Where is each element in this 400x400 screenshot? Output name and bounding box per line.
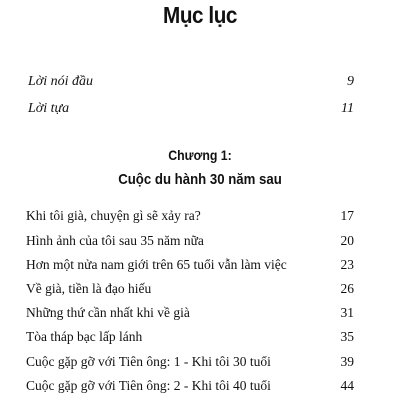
toc-entry-page-number: 31: [340, 305, 354, 320]
toc-entry-page-number: 39: [340, 354, 354, 369]
toc-entry-label: Những thứ cần nhất khi về già: [26, 305, 190, 320]
toc-entry-page-number: 35: [340, 329, 354, 344]
toc-entry-page-number: 44: [340, 378, 354, 393]
front-matter-label: Lời tựa: [28, 101, 70, 116]
toc-entry-label: Về già, tiền là đạo hiếu: [26, 281, 152, 296]
toc-entry-label: Hơn một nửa nam giới trên 65 tuổi vẫn làm việc: [26, 257, 287, 272]
page-title: Mục lục: [163, 2, 237, 28]
toc-entry-page-number: 26: [340, 281, 354, 296]
toc-entry-label: Tòa tháp bạc lấp lánh: [26, 329, 143, 344]
toc-entry-label: Cuộc gặp gỡ với Tiên ông: 1 - Khi tôi 30 tuổi: [26, 354, 271, 369]
toc-entry-label: Hình ảnh của tôi sau 35 năm nữa: [26, 233, 204, 248]
front-matter-page-number: 9: [347, 74, 354, 89]
toc-entry-page-number: 17: [340, 208, 354, 223]
front-matter-page-number: 11: [341, 101, 354, 116]
toc-entry-page-number: 20: [340, 233, 354, 248]
chapter-title: Cuộc du hành 30 năm sau: [118, 171, 282, 188]
front-matter-label: Lời nói đầu: [28, 74, 94, 89]
chapter-number: Chương 1:: [168, 147, 232, 163]
toc-entry-page-number: 23: [340, 257, 354, 272]
toc-entry-label: Khi tôi già, chuyện gì sẽ xảy ra?: [26, 208, 201, 223]
toc-entry-label: Cuộc gặp gỡ với Tiên ông: 2 - Khi tôi 40 tuổi: [26, 378, 271, 393]
